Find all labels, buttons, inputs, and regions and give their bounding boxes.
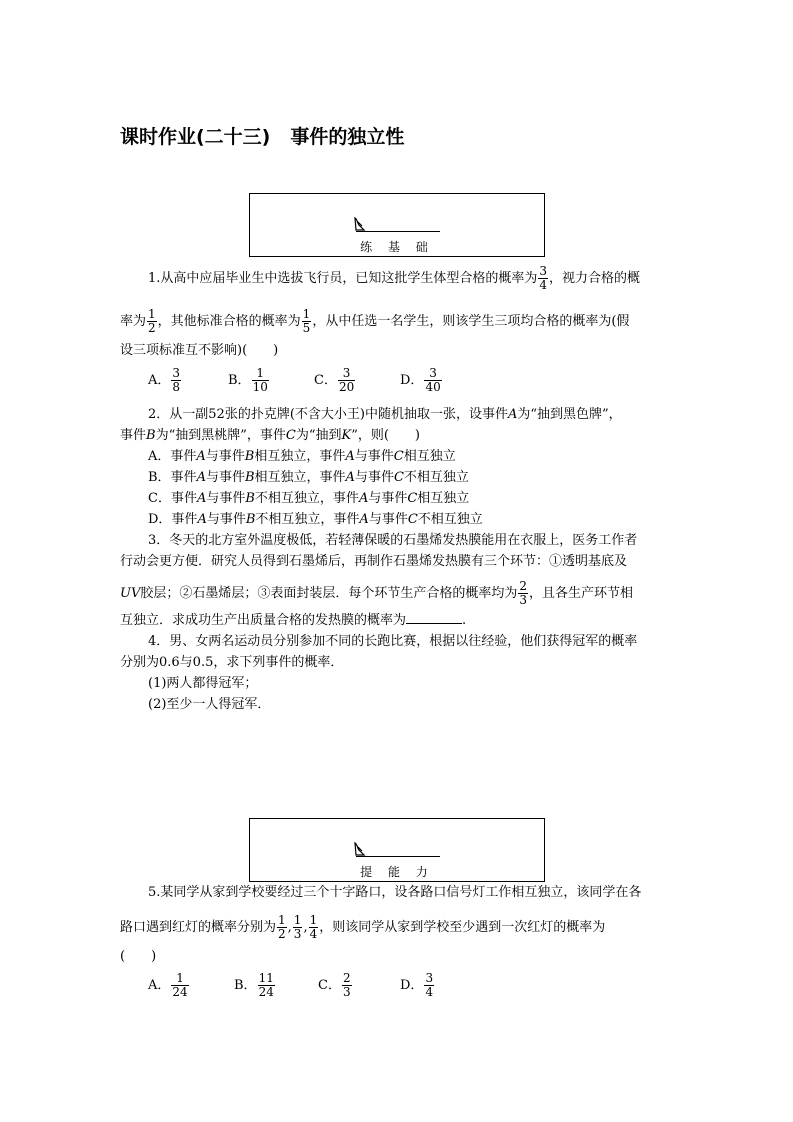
q4-line1: 4．男、女两名运动员分别参加不同的长跑比赛，根据以往经验，他们获得冠军的概率 <box>148 634 638 649</box>
fraction: $\frac{1}{2}$ <box>278 913 286 941</box>
q1-line3: 设三项标准互不影响)( ) <box>120 343 279 358</box>
q1-option-a[interactable]: A． $\frac{3}{8}$ <box>148 366 181 394</box>
title-right: 事件的独立性 <box>290 126 405 148</box>
q4-sub1: (1)两人都得冠军； <box>148 676 258 691</box>
q5-line2: 路口遇到红灯的概率分别为 $\frac{1}{2}$ , $\frac{1}{3}$ , $\frac{1}{4}$ ，则该同学从家到学校至少遇到一次红灯的概率为 <box>120 913 606 941</box>
section-header-basic <box>249 193 545 257</box>
q1-line2: 率为 $\frac{1}{2}$ ，其他标准合格的概率为 $\frac{1}{5}$ ，从中任选一名学生，则该学生三项均合格的概率为(假 <box>120 307 630 335</box>
q5-line3: ( ) <box>120 949 157 964</box>
q2-line1: 2．从一副52张的扑克牌(不含大小王)中随机抽取一张，设事件A为“抽到黑色牌”， <box>148 407 622 422</box>
fraction: $\frac{1}{5}$ <box>302 307 311 335</box>
q3-line2: 行动会更方便．研究人员得到石墨烯后，再制作石墨烯发热膜有三个环节：①透明基底及 <box>120 554 628 569</box>
fraction: $\frac{1}{2}$ <box>148 307 156 335</box>
q2-option-a[interactable]: A．事件A与事件B相互独立，事件A与事件C相互独立 <box>148 449 456 464</box>
q5-option-a[interactable]: A． $\frac{1}{24}$ <box>148 971 188 999</box>
pen-icon <box>352 216 372 232</box>
q1-option-d[interactable]: D． $\frac{3}{40}$ <box>400 366 441 394</box>
q1-option-c[interactable]: C． $\frac{3}{20}$ <box>314 366 355 394</box>
pen-icon <box>352 841 372 857</box>
q2-option-b[interactable]: B．事件A与事件B相互独立，事件A与事件C不相互独立 <box>148 470 469 485</box>
q3-line3: UV胶层；②石墨烯层；③表面封装层．每个环节生产合格的概率均为 $\frac{2}{3}$ ，且各生产环节相 <box>120 579 634 607</box>
q4-sub2: (2)至少一人得冠军． <box>148 697 271 712</box>
section-rule <box>356 231 440 232</box>
fraction: $\frac{2}{3}$ <box>519 579 528 607</box>
section-label-basic: 练 基 础 <box>360 240 434 254</box>
answer-blank[interactable] <box>406 611 462 624</box>
q4-line2: 分别为0.6与0.5，求下列事件的概率． <box>120 655 344 670</box>
q5-line1: 5.某同学从家到学校要经过三个十字路口，设各路口信号灯工作相互独立，该同学在各 <box>148 885 642 900</box>
q3-line1: 3．冬天的北方室外温度极低，若轻薄保暖的石墨烯发热膜能用在衣服上，医务工作者 <box>148 533 638 548</box>
section-label-advanced: 提 能 力 <box>360 865 434 879</box>
fraction: $\frac{1}{4}$ <box>309 913 318 941</box>
page-title <box>120 122 404 149</box>
title-left: 课时作业(二十三) <box>120 126 271 148</box>
q5-options <box>148 972 708 999</box>
q5-option-c[interactable]: C． $\frac{2}{3}$ <box>318 971 351 999</box>
q2-option-d[interactable]: D．事件A与事件B不相互独立，事件A与事件C不相互独立 <box>148 512 483 527</box>
q1-options <box>148 367 708 394</box>
section-header-advanced <box>249 818 545 882</box>
q1-option-b[interactable]: B． $\frac{1}{10}$ <box>228 366 268 394</box>
fraction: $\frac{1}{3}$ <box>293 913 302 941</box>
q5-option-b[interactable]: B． $\frac{11}{24}$ <box>234 971 274 999</box>
q2-line2: 事件B为“抽到黑桃牌”，事件C为“抽到K”，则( ) <box>120 428 420 443</box>
section-rule <box>356 856 440 857</box>
q5-option-d[interactable]: D． $\frac{3}{4}$ <box>400 971 434 999</box>
q3-line4: 互独立．求成功生产出质量合格的发热膜的概率为 . <box>120 613 467 628</box>
q1-line1: 1.从高中应届毕业生中选拔飞行员，已知这批学生体型合格的概率为 $\frac{3}{4}$ ，视力合格的概 <box>148 264 641 292</box>
fraction: $\frac{3}{4}$ <box>539 264 548 292</box>
q2-option-c[interactable]: C．事件A与事件B不相互独立，事件A与事件C相互独立 <box>148 491 470 506</box>
